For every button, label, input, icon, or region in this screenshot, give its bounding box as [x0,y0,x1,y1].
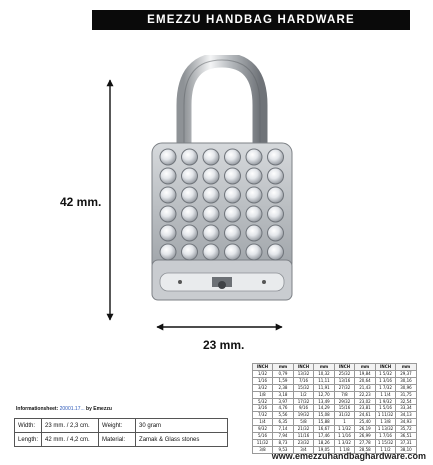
conversion-cell: 3,97 [273,398,294,405]
conversion-header-cell: INCH [376,364,396,371]
width-dimension-label: 23 mm. [203,338,245,352]
conversion-cell: 1 5/16 [376,405,396,412]
conversion-cell: 26,99 [355,433,376,440]
table-row [253,391,417,398]
table-row [253,377,417,384]
conversion-cell: 1 1/4 [376,391,396,398]
conversion-cell: 12,70 [314,391,335,398]
rhinestone [225,225,241,241]
conversion-cell: 16,67 [314,426,335,433]
conversion-header-cell: mm [273,364,294,371]
conversion-cell: 1/4 [253,419,273,426]
rhinestone [203,244,219,260]
info-title-suffix: by Emezzu [86,406,112,412]
table-row [253,405,417,412]
conversion-cell: 3/16 [253,405,273,412]
rhinestone [225,149,241,165]
conversion-cell: 3/8 [253,446,273,453]
conversion-header-cell: INCH [335,364,355,371]
conversion-cell: 0,79 [273,370,294,377]
conversion-cell: 11,11 [314,377,335,384]
rhinestone [268,244,284,260]
length-label: Length: [15,433,42,447]
conversion-cell: 1 [335,419,355,426]
conversion-cell: 22,23 [355,391,376,398]
rhinestone [203,149,219,165]
conversion-cell: 38,10 [396,446,417,453]
conversion-header-row [253,364,417,371]
table-row [253,426,417,433]
conversion-cell: 27/32 [335,384,355,391]
table-row [253,398,417,405]
rhinestone [225,187,241,203]
conversion-cell: 25,40 [355,419,376,426]
conversion-cell: 19/32 [294,412,314,419]
conversion-cell: 9/16 [294,405,314,412]
conversion-cell: 19,84 [355,370,376,377]
conversion-cell: 14,29 [314,405,335,412]
conversion-cell: 15/16 [335,405,355,412]
conversion-cell: 1 5/32 [376,370,396,377]
conversion-cell: 3/4 [294,446,314,453]
width-label: Width: [15,419,42,433]
rhinestone [246,187,262,203]
rhinestone [160,225,176,241]
rhinestone [225,168,241,184]
rhinestone [182,149,198,165]
info-table [14,418,228,447]
table-row [253,433,417,440]
rhinestone [203,225,219,241]
material-label: Material: [99,433,136,447]
rhinestone [160,206,176,222]
conversion-cell: 1,59 [273,377,294,384]
rhinestone [246,149,262,165]
conversion-cell: 7/8 [335,391,355,398]
conversion-cell: 9/32 [253,426,273,433]
conversion-cell: 1/32 [253,370,273,377]
conversion-cell: 11,91 [314,384,335,391]
conversion-cell: 32,54 [396,398,417,405]
conversion-cell: 29/32 [335,398,355,405]
conversion-cell: 30,96 [396,384,417,391]
conversion-cell: 36,51 [396,433,417,440]
conversion-cell: 1 1/2 [376,446,396,453]
conversion-cell: 5/32 [253,398,273,405]
conversion-header-cell: INCH [294,364,314,371]
conversion-cell: 7,94 [273,433,294,440]
length-value: 42 mm. / 4,2 cm. [42,433,99,447]
rhinestone [268,187,284,203]
rhinestone [160,168,176,184]
conversion-cell: 15/32 [294,384,314,391]
info-sheet-title [16,406,112,412]
rhinestone [246,206,262,222]
conversion-cell: 24,61 [355,412,376,419]
rhinestone [160,244,176,260]
conversion-cell: 7/16 [294,377,314,384]
conversion-cell: 23/32 [294,439,314,446]
material-value: Zamak & Glass stones [136,433,228,447]
conversion-cell: 33,34 [396,405,417,412]
conversion-cell: 34,13 [396,412,417,419]
info-row-length [15,433,228,447]
table-row [253,384,417,391]
conversion-cell: 29,37 [396,370,417,377]
info-title-prefix: Informationsheet: [16,406,59,412]
rhinestone [225,244,241,260]
conversion-cell: 21,43 [355,384,376,391]
conversion-cell: 1 15/32 [376,439,396,446]
rhinestone [268,206,284,222]
conversion-cell: 1/16 [253,377,273,384]
conversion-cell: 1 3/8 [376,419,396,426]
rhinestone [268,168,284,184]
rhinestone [246,225,262,241]
conversion-cell: 30,16 [396,377,417,384]
conversion-cell: 11/32 [253,439,273,446]
rhinestone [246,244,262,260]
conversion-cell: 27,78 [355,439,376,446]
rhinestone [182,187,198,203]
width-value: 23 mm. / 2,3 cm. [42,419,99,433]
conversion-cell: 1/8 [253,391,273,398]
conversion-cell: 1 1/8 [335,446,355,453]
conversion-cell: 10,32 [314,370,335,377]
rhinestone [225,206,241,222]
conversion-cell: 20,64 [355,377,376,384]
inch-mm-conversion-table [252,363,417,454]
rhinestone [182,225,198,241]
table-row [253,412,417,419]
conversion-cell: 6,35 [273,419,294,426]
conversion-cell: 1 7/16 [376,433,396,440]
conversion-cell: 13/32 [294,370,314,377]
conversion-cell: 1 9/32 [376,398,396,405]
weight-value: 30 gram [136,419,228,433]
rhinestone [203,206,219,222]
conversion-cell: 3,18 [273,391,294,398]
rhinestone [160,187,176,203]
rhinestone [268,149,284,165]
conversion-cell: 34,93 [396,419,417,426]
table-row [253,370,417,377]
rhinestone [160,149,176,165]
conversion-header-cell: mm [314,364,335,371]
rhinestone [182,244,198,260]
conversion-cell: 15,88 [314,419,335,426]
conversion-cell: 35,72 [396,426,417,433]
conversion-cell: 5/16 [253,433,273,440]
conversion-cell: 31,75 [396,391,417,398]
conversion-cell: 5/8 [294,419,314,426]
conversion-cell: 21/32 [294,426,314,433]
info-title-code: 20001.17... [59,406,85,412]
rhinestone [182,168,198,184]
conversion-cell: 28,58 [355,446,376,453]
page-title: EMEZZU HANDBAG HARDWARE [92,10,410,30]
conversion-cell: 1/2 [294,391,314,398]
height-dimension-label: 42 mm. [60,195,102,209]
conversion-cell: 8,73 [273,439,294,446]
website-url: www.emezzuhandbaghardware.com [271,451,426,461]
conversion-cell: 37,31 [396,439,417,446]
rhinestone [182,206,198,222]
conversion-cell: 17/32 [294,398,314,405]
conversion-cell: 11/16 [294,433,314,440]
conversion-cell: 17,46 [314,433,335,440]
weight-label: Weight: [99,419,136,433]
info-row-width [15,419,228,433]
conversion-header-cell: mm [396,364,417,371]
conversion-cell: 26,19 [355,426,376,433]
rhinestone [203,187,219,203]
conversion-cell: 4,76 [273,405,294,412]
conversion-cell: 19,05 [314,446,335,453]
conversion-cell: 23,81 [355,405,376,412]
rhinestone-padlock-image [140,55,300,310]
conversion-cell: 25/32 [335,370,355,377]
conversion-cell: 18,26 [314,439,335,446]
rhinestone [203,168,219,184]
rhinestone [268,225,284,241]
conversion-cell: 31/32 [335,412,355,419]
table-row [253,419,417,426]
conversion-header-cell: mm [355,364,376,371]
table-row [253,439,417,446]
conversion-cell: 7/32 [253,412,273,419]
conversion-cell: 13,49 [314,398,335,405]
conversion-cell: 1 13/32 [376,426,396,433]
conversion-cell: 1 1/16 [335,433,355,440]
rhinestone [246,168,262,184]
conversion-cell: 1 11/32 [376,412,396,419]
conversion-cell: 23,02 [355,398,376,405]
conversion-cell: 5,56 [273,412,294,419]
conversion-cell: 3/32 [253,384,273,391]
conversion-cell: 1 3/16 [376,377,396,384]
conversion-cell: 1 1/32 [335,426,355,433]
conversion-cell: 2,38 [273,384,294,391]
conversion-header-cell: INCH [253,364,273,371]
conversion-cell: 1 3/32 [335,439,355,446]
conversion-cell: 7,14 [273,426,294,433]
conversion-cell: 13/16 [335,377,355,384]
conversion-cell: 15,08 [314,412,335,419]
conversion-cell: 1 7/32 [376,384,396,391]
conversion-cell: 9,53 [273,446,294,453]
